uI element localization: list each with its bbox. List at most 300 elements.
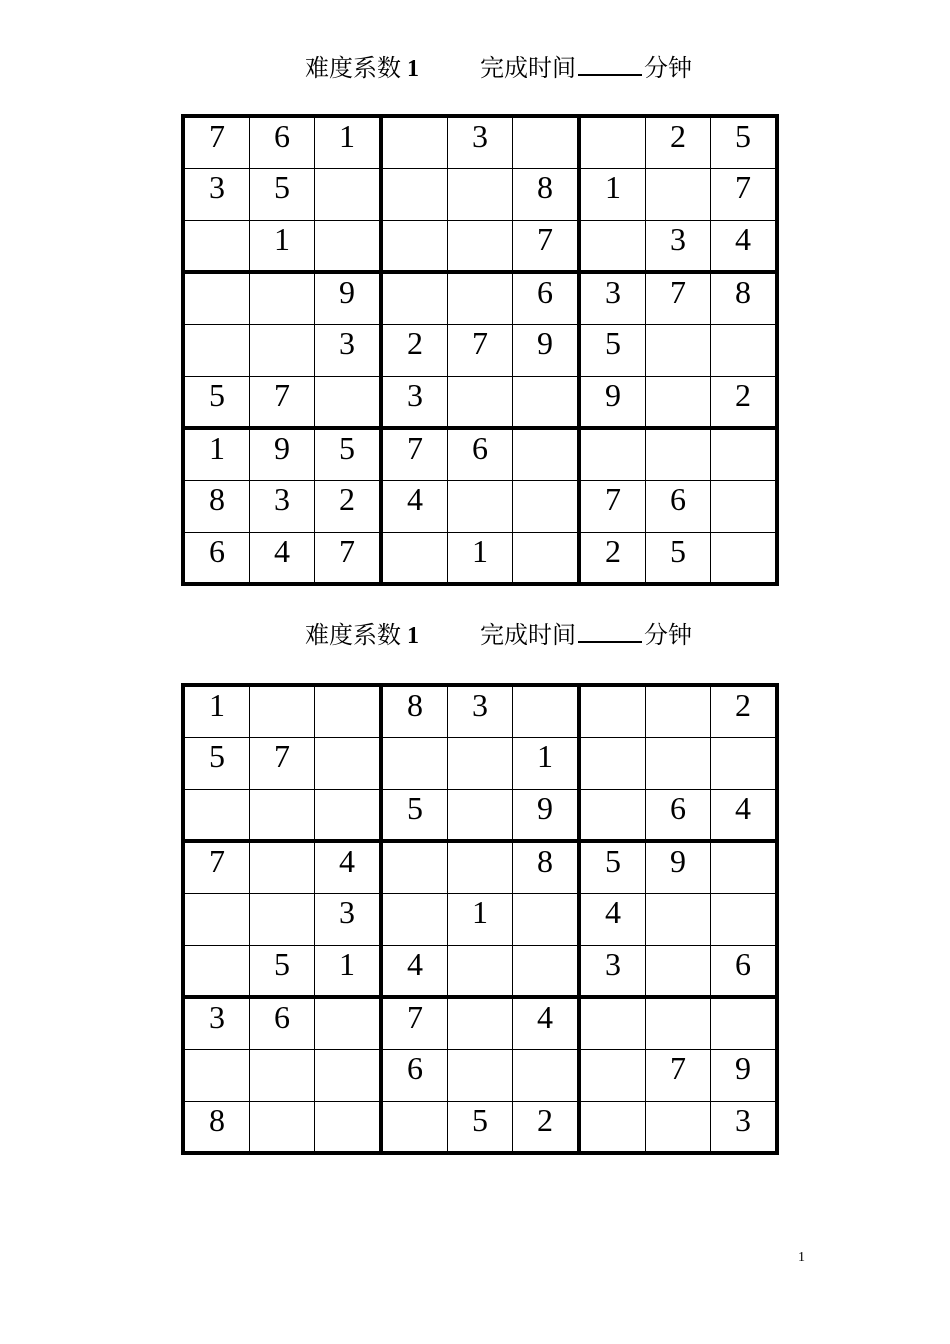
grid-cell[interactable] [381, 532, 448, 584]
cell-value [646, 1102, 710, 1104]
grid-row [183, 893, 777, 945]
grid-cell[interactable] [448, 789, 513, 841]
grid-cell [381, 428, 448, 480]
cell-value: 7 [407, 430, 423, 466]
grid-cell[interactable] [711, 428, 778, 480]
grid-cell [513, 841, 580, 893]
cell-value: 6 [670, 789, 686, 826]
grid-cell[interactable] [315, 685, 382, 737]
grid-cell [711, 1101, 778, 1153]
grid-cell [448, 532, 513, 584]
cell-value [383, 118, 447, 120]
cell-value [646, 377, 710, 379]
grid-cell [579, 841, 646, 893]
cell-value [315, 999, 379, 1001]
cell-value [315, 738, 379, 740]
cell-value [513, 430, 577, 432]
cell-value [185, 274, 249, 276]
grid-cell [250, 945, 315, 997]
cell-value: 5 [274, 168, 290, 205]
grid-cell[interactable] [646, 324, 711, 376]
grid-row [183, 737, 777, 789]
grid-cell[interactable] [646, 685, 711, 737]
grid-cell [448, 1101, 513, 1153]
grid-cell [513, 789, 580, 841]
grid-cell [711, 789, 778, 841]
grid-row [183, 480, 777, 532]
grid-cell[interactable] [381, 168, 448, 220]
grid-cell[interactable] [250, 841, 315, 893]
grid-cell[interactable] [250, 272, 315, 324]
grid-cell[interactable] [315, 376, 382, 428]
cell-value: 4 [407, 480, 423, 517]
grid-cell [183, 376, 250, 428]
cell-value: 7 [209, 843, 225, 879]
cell-value: 6 [537, 274, 553, 310]
grid-cell [646, 220, 711, 272]
cell-value [448, 738, 512, 740]
cell-value: 4 [735, 789, 751, 826]
grid-cell [579, 272, 646, 324]
grid-cell[interactable] [315, 1101, 382, 1153]
cell-value [513, 1050, 577, 1052]
grid-cell[interactable] [315, 1049, 382, 1101]
grid-cell [381, 376, 448, 428]
grid-cell[interactable] [183, 945, 250, 997]
grid-cell [381, 789, 448, 841]
grid-cell[interactable] [513, 893, 580, 945]
cell-value: 2 [537, 1101, 553, 1138]
grid-cell[interactable] [646, 428, 711, 480]
grid-cell[interactable] [579, 220, 646, 272]
grid-cell[interactable] [183, 893, 250, 945]
grid-cell[interactable] [711, 324, 778, 376]
grid-cell[interactable] [579, 685, 646, 737]
completion-time-label: 完成时间 分钟 [480, 54, 692, 82]
cell-value: 1 [472, 532, 488, 569]
grid-row [183, 1049, 777, 1101]
grid-cell[interactable] [513, 532, 580, 584]
cell-value [513, 894, 577, 896]
grid-cell[interactable] [579, 1101, 646, 1153]
grid-cell[interactable] [579, 116, 646, 168]
cell-value: 2 [407, 324, 423, 361]
cell-value [185, 894, 249, 896]
cell-value: 6 [274, 118, 290, 154]
grid-cell [711, 168, 778, 220]
grid-cell [646, 1049, 711, 1101]
cell-value: 3 [605, 945, 621, 982]
cell-value: 1 [339, 118, 355, 154]
grid-row [183, 1101, 777, 1153]
cell-value [250, 790, 314, 792]
grid-cell [183, 168, 250, 220]
cell-value: 2 [670, 118, 686, 154]
grid-cell [711, 1049, 778, 1101]
grid-cell[interactable] [646, 168, 711, 220]
cell-value: 4 [274, 532, 290, 569]
grid-row [183, 685, 777, 737]
grid-cell[interactable] [183, 272, 250, 324]
cell-value [315, 169, 379, 171]
grid-cell [513, 324, 580, 376]
cell-value [513, 481, 577, 483]
cell-value [448, 169, 512, 171]
grid-cell[interactable] [448, 168, 513, 220]
grid-cell[interactable] [513, 376, 580, 428]
cell-value [513, 946, 577, 948]
grid-cell[interactable] [711, 480, 778, 532]
grid-cell [250, 997, 315, 1049]
grid-cell[interactable] [448, 997, 513, 1049]
grid-row [183, 376, 777, 428]
cell-value: 1 [274, 220, 290, 257]
cell-value [383, 221, 447, 223]
grid-cell[interactable] [381, 272, 448, 324]
grid-cell[interactable] [646, 376, 711, 428]
cell-value [711, 430, 775, 432]
grid-cell [250, 737, 315, 789]
grid-cell[interactable] [183, 324, 250, 376]
cell-value [250, 325, 314, 327]
cell-value: 7 [472, 324, 488, 361]
cell-value [581, 221, 645, 223]
cell-value: 2 [605, 532, 621, 569]
cell-value: 4 [339, 843, 355, 879]
grid-cell [646, 272, 711, 324]
cell-value [711, 325, 775, 327]
cell-value [711, 533, 775, 535]
grid-cell [513, 997, 580, 1049]
cell-value [383, 843, 447, 845]
grid-cell [579, 168, 646, 220]
grid-cell [646, 116, 711, 168]
completion-time-label: 完成时间 分钟 [480, 621, 692, 649]
grid-cell [579, 893, 646, 945]
cell-value [646, 738, 710, 740]
grid-row [183, 997, 777, 1049]
grid-cell [315, 480, 382, 532]
cell-value [646, 999, 710, 1001]
grid-cell [315, 272, 382, 324]
cell-value [513, 533, 577, 535]
cell-value [581, 999, 645, 1001]
cell-value: 4 [605, 893, 621, 930]
grid-cell [315, 532, 382, 584]
grid-cell[interactable] [381, 220, 448, 272]
cell-value: 5 [209, 376, 225, 413]
grid-cell [183, 737, 250, 789]
grid-cell [513, 168, 580, 220]
grid-cell[interactable] [513, 1049, 580, 1101]
cell-value: 5 [605, 843, 621, 879]
grid-cell [711, 116, 778, 168]
grid-cell[interactable] [646, 1101, 711, 1153]
difficulty-label: 难度系数 1 [305, 621, 419, 649]
cell-value: 5 [605, 324, 621, 361]
grid-cell [711, 272, 778, 324]
time-blank[interactable] [578, 52, 642, 76]
cell-value: 7 [735, 168, 751, 205]
cell-value: 3 [472, 118, 488, 154]
grid-cell[interactable] [381, 116, 448, 168]
cell-value: 8 [407, 687, 423, 723]
grid-cell[interactable] [183, 220, 250, 272]
grid-cell[interactable] [448, 272, 513, 324]
cell-value: 3 [735, 1101, 751, 1138]
grid-cell [513, 220, 580, 272]
grid-cell [448, 116, 513, 168]
grid-cell [183, 116, 250, 168]
cell-value [250, 843, 314, 845]
cell-value [250, 1102, 314, 1104]
grid-cell[interactable] [448, 945, 513, 997]
grid-cell [381, 945, 448, 997]
grid-cell [315, 324, 382, 376]
grid-cell [381, 480, 448, 532]
grid-cell[interactable] [183, 1049, 250, 1101]
grid-cell[interactable] [250, 685, 315, 737]
cell-value: 2 [735, 687, 751, 723]
grid-cell [381, 685, 448, 737]
grid-cell[interactable] [711, 997, 778, 1049]
grid-cell[interactable] [513, 945, 580, 997]
cell-value: 1 [605, 168, 621, 205]
cell-value: 3 [209, 168, 225, 205]
cell-value [581, 790, 645, 792]
cell-value [185, 325, 249, 327]
grid-cell [711, 945, 778, 997]
grid-row [183, 945, 777, 997]
grid-cell [183, 685, 250, 737]
grid-cell[interactable] [381, 841, 448, 893]
grid-cell[interactable] [315, 997, 382, 1049]
cell-value: 2 [735, 376, 751, 413]
cell-value [448, 999, 512, 1001]
cell-value [448, 481, 512, 483]
cell-value: 6 [735, 945, 751, 982]
cell-value [581, 687, 645, 689]
grid-cell [315, 428, 382, 480]
cell-value: 3 [670, 220, 686, 257]
cell-value [448, 790, 512, 792]
cell-value: 3 [339, 893, 355, 930]
grid-cell[interactable] [250, 1101, 315, 1153]
cell-value: 3 [472, 687, 488, 723]
grid-cell[interactable] [381, 1101, 448, 1153]
cell-value: 5 [407, 789, 423, 826]
page-number: 1 [798, 1250, 805, 1265]
grid-cell[interactable] [448, 737, 513, 789]
grid-row [183, 789, 777, 841]
cell-value [646, 430, 710, 432]
grid-cell [315, 945, 382, 997]
cell-value: 3 [339, 324, 355, 361]
grid-cell [711, 376, 778, 428]
cell-value: 3 [209, 999, 225, 1035]
grid-cell[interactable] [513, 428, 580, 480]
grid-cell [448, 685, 513, 737]
grid-cell[interactable] [579, 737, 646, 789]
cell-value: 1 [472, 893, 488, 930]
cell-value [185, 221, 249, 223]
grid-cell [183, 428, 250, 480]
grid-cell [513, 737, 580, 789]
cell-value [315, 377, 379, 379]
grid-cell[interactable] [711, 893, 778, 945]
grid-cell[interactable] [513, 685, 580, 737]
cell-value: 3 [407, 376, 423, 413]
cell-value: 4 [537, 999, 553, 1035]
grid-cell [579, 480, 646, 532]
cell-value: 9 [537, 324, 553, 361]
cell-value: 1 [339, 945, 355, 982]
cell-value [383, 169, 447, 171]
grid-cell[interactable] [646, 997, 711, 1049]
grid-cell[interactable] [183, 789, 250, 841]
cell-value: 7 [605, 480, 621, 517]
grid-cell [183, 532, 250, 584]
grid-row [183, 116, 777, 168]
time-blank[interactable] [578, 619, 642, 643]
grid-row [183, 168, 777, 220]
cell-value [581, 1102, 645, 1104]
cell-value [185, 946, 249, 948]
grid-cell[interactable] [579, 1049, 646, 1101]
cell-value: 9 [735, 1049, 751, 1086]
sudoku-grid-2 [181, 683, 779, 1155]
cell-value: 7 [670, 1049, 686, 1086]
grid-cell [513, 1101, 580, 1153]
cell-value: 9 [537, 789, 553, 826]
grid-cell [315, 841, 382, 893]
cell-value [250, 1050, 314, 1052]
grid-cell[interactable] [315, 789, 382, 841]
cell-value: 6 [670, 480, 686, 517]
grid-cell [579, 532, 646, 584]
grid-cell[interactable] [711, 841, 778, 893]
grid-cell[interactable] [513, 480, 580, 532]
cell-value: 6 [209, 532, 225, 569]
cell-value: 5 [472, 1101, 488, 1138]
grid-cell[interactable] [579, 997, 646, 1049]
cell-value [315, 221, 379, 223]
grid-cell[interactable] [448, 1049, 513, 1101]
grid-cell[interactable] [513, 116, 580, 168]
cell-value [185, 1050, 249, 1052]
grid-cell[interactable] [448, 220, 513, 272]
grid-cell[interactable] [646, 893, 711, 945]
grid-cell[interactable] [711, 532, 778, 584]
cell-value: 9 [670, 843, 686, 879]
cell-value [250, 687, 314, 689]
grid-row [183, 841, 777, 893]
grid-cell[interactable] [646, 945, 711, 997]
cell-value: 8 [735, 274, 751, 310]
cell-value [581, 738, 645, 740]
cell-value [383, 894, 447, 896]
grid-cell[interactable] [250, 1049, 315, 1101]
grid-cell [315, 116, 382, 168]
grid-cell [250, 116, 315, 168]
cell-value [581, 1050, 645, 1052]
cell-value [448, 946, 512, 948]
cell-value [581, 118, 645, 120]
grid-cell[interactable] [250, 893, 315, 945]
grid-cell[interactable] [250, 324, 315, 376]
cell-value [383, 274, 447, 276]
cell-value: 4 [735, 220, 751, 257]
cell-value: 3 [605, 274, 621, 310]
cell-value [250, 894, 314, 896]
cell-value [448, 274, 512, 276]
cell-value [646, 946, 710, 948]
cell-value: 1 [209, 687, 225, 723]
cell-value [513, 687, 577, 689]
cell-value: 4 [407, 945, 423, 982]
cell-value: 8 [537, 843, 553, 879]
grid-cell[interactable] [579, 789, 646, 841]
cell-value [711, 843, 775, 845]
difficulty-label: 难度系数 1 [305, 54, 419, 82]
cell-value: 5 [274, 945, 290, 982]
cell-value: 7 [407, 999, 423, 1035]
cell-value [711, 481, 775, 483]
cell-value: 2 [339, 480, 355, 517]
cell-value [711, 894, 775, 896]
grid-cell[interactable] [646, 737, 711, 789]
grid-cell [250, 376, 315, 428]
grid-cell[interactable] [315, 220, 382, 272]
grid-cell[interactable] [579, 428, 646, 480]
grid-cell [381, 997, 448, 1049]
cell-value [315, 790, 379, 792]
grid-cell [250, 168, 315, 220]
grid-cell [448, 324, 513, 376]
grid-cell[interactable] [381, 737, 448, 789]
cell-value: 7 [670, 274, 686, 310]
grid-cell[interactable] [448, 841, 513, 893]
grid-cell[interactable] [381, 893, 448, 945]
cell-value: 3 [274, 480, 290, 517]
cell-value [448, 377, 512, 379]
grid-cell[interactable] [250, 789, 315, 841]
cell-value: 9 [339, 274, 355, 310]
grid-row [183, 428, 777, 480]
cell-value: 6 [274, 999, 290, 1035]
cell-value: 1 [537, 737, 553, 774]
cell-value [711, 738, 775, 740]
grid-cell[interactable] [315, 737, 382, 789]
grid-cell[interactable] [315, 168, 382, 220]
grid-cell[interactable] [711, 737, 778, 789]
difficulty-value: 1 [407, 56, 419, 82]
grid-row [183, 532, 777, 584]
grid-row [183, 324, 777, 376]
grid-row [183, 220, 777, 272]
grid-cell [183, 997, 250, 1049]
grid-cell[interactable] [448, 480, 513, 532]
cell-value: 5 [209, 737, 225, 774]
cell-value [646, 894, 710, 896]
cell-value: 8 [537, 168, 553, 205]
cell-value: 5 [339, 430, 355, 466]
difficulty-value: 1 [407, 623, 419, 649]
cell-value: 8 [209, 480, 225, 517]
grid-cell[interactable] [448, 376, 513, 428]
cell-value [646, 325, 710, 327]
grid-cell [183, 480, 250, 532]
